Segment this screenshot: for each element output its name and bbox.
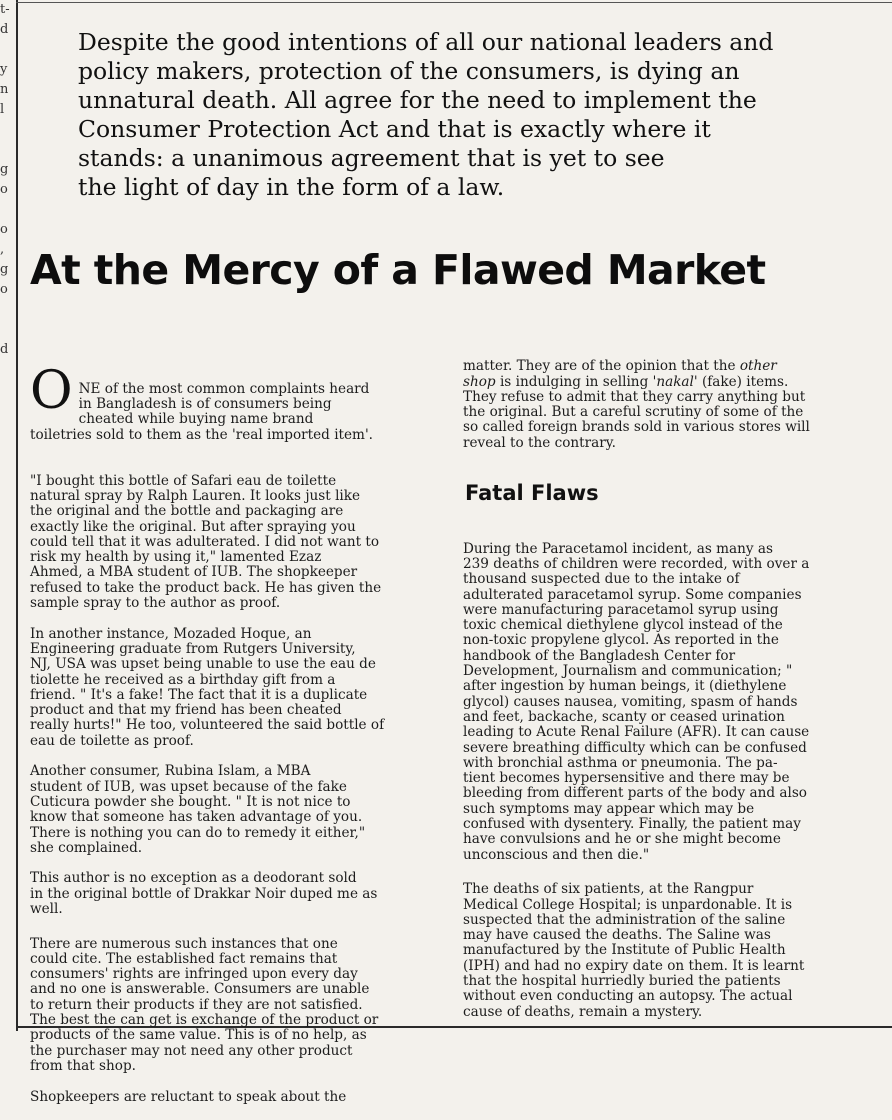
text-run: matter. They are of the opinion that the — [463, 358, 740, 375]
edge-fragment — [0, 40, 14, 60]
opening-paragraph — [30, 351, 448, 458]
edge-fragment: g — [0, 162, 9, 177]
edge-fragment — [0, 140, 14, 160]
edge-fragment — [0, 480, 14, 500]
edge-fragment: o — [0, 282, 8, 297]
edge-fragment: o — [0, 182, 8, 197]
edge-fragment — [0, 500, 14, 520]
edge-fragment: n — [0, 82, 9, 97]
paragraph: During the Paracetamol incident, as many as 239 deaths of children were recorded, with over a thousand suspected due to the intake of adulterated paracetamol syrup. Some companies were manufacturing paracetamol syrup using toxic chemical diethylene glycol instead of the non-toxic propylene glycol. As reported in the handbook of the Bangladesh Center for Development, Journalism and communication; " after ingestion by human beings, it (diethylene glycol) causes nausea, vomiting, spasm of hands and feet, backache, scanty or ceased urination leading to Acute Renal Failure (AFR). It can cause severe breathing difficulty which can be confused with bronchial asthma or pneumonia. The pa- tient becomes hypersensitive and there may be bleeding from different parts of the body and also such symptoms may appear which may be confused with dysentery. Finally, the patient may have convulsions and he or she might become unconscious and then die." — [463, 540, 810, 863]
edge-fragment — [0, 380, 14, 400]
edge-fragment — [0, 320, 14, 340]
edge-fragment: l — [0, 102, 5, 117]
edge-fragment: g — [0, 262, 9, 277]
paragraph: "I bought this bottle of Safari eau de toilette natural spray by Ralph Lauren. It looks just like the original and the bottle and packaging are exactly like the original. But after spraying you could tell that it was adulterated. I did not want to risk my health by using it," lamented Ezaz Ahmed, a MBA student of IUB. The shopkeeper refused to take the product back. He has given the sample spray to the author as proof. — [30, 472, 382, 612]
edge-fragment: y — [0, 62, 8, 77]
edge-fragment — [0, 120, 14, 140]
edge-fragment — [0, 420, 14, 440]
edge-fragment: d — [0, 342, 9, 357]
edge-fragment: d — [0, 22, 9, 37]
top-border-rule — [16, 2, 892, 3]
drop-cap: O — [30, 360, 73, 421]
paragraph: In another instance, Mozaded Hoque, an Engineering graduate from Rutgers University, NJ, USA was upset being unable to use the eau de tiolette he received as a birthday gift from a friend. " It's a fake! The fact that it is a duplicate product and that my friend has been cheated really hurts!" He too, volunteered the said bottle of eau de toilette as proof. — [30, 625, 385, 749]
edge-fragment — [0, 200, 14, 220]
emphasis-text: nakal — [656, 373, 694, 390]
edge-fragment — [0, 440, 14, 460]
article-column-left — [30, 336, 448, 1120]
text-run: ' (fake) items. They refuse to admit that they carry anything but the original. But a careful scrutiny of some of the so called foreign brands sold in various stores will reveal to the contrary. — [463, 373, 810, 451]
edge-fragment — [0, 460, 14, 480]
edge-fragment — [0, 520, 14, 540]
paragraph — [463, 359, 885, 451]
edge-fragment: , — [0, 242, 5, 257]
edge-fragment: t- — [0, 2, 10, 17]
article-headline: At the Mercy of a Flawed Market — [30, 246, 766, 294]
section-subheading: Fatal Flaws — [465, 481, 599, 506]
article-column-right — [463, 344, 885, 1035]
clipped-adjacent-column — [0, 0, 14, 1031]
edge-fragment: o — [0, 222, 8, 237]
edge-fragment — [0, 360, 14, 380]
column-divider-rule — [16, 0, 18, 1031]
lead-paragraph: Despite the good intentions of all our national leaders and policy makers, protection of the consumers, is dying an unnatural death. All agree for the need to implement the Consumer Protection Act and that is exactly where it stands: a unanimous agreement that is yet to see the light of day in the form of a law. — [78, 28, 774, 201]
paragraph: Shopkeepers are reluctant to speak about the — [30, 1088, 347, 1105]
edge-fragment — [0, 400, 14, 420]
paragraph: There are numerous such instances that one could cite. The established fact remains that consumers' rights are infringed upon every day and no one is answerable. Consumers are unable to return their products if they are not satisfied. The best the can get is exchange of the product or products of the same value. This is of no help, as the purchaser may not need any other product from that shop. — [30, 935, 379, 1074]
paragraph: The deaths of six patients, at the Rangpur Medical College Hospital; is unpardonable. It is suspected that the administration of the saline may have caused the deaths. The Saline was manufactured by the Institute of Public Health (IPH) and had no expiry date on them. It is learnt that the hospital hurriedly buried the patients without even conducting an autopsy. The actual cause of deaths, remain a mystery. — [463, 881, 805, 1020]
paragraph: This author is no exception as a deodorant sold in the original bottle of Drakkar Noir duped me as well. — [30, 870, 378, 917]
edge-fragment — [0, 300, 14, 320]
paragraph: NE of the most common complaints heard in Bangladesh is of consumers being cheated while buying name brand toiletries sold to them as the 'real imported item'. — [30, 380, 374, 443]
paragraph: Another consumer, Rubina Islam, a MBA student of IUB, was upset because of the fake Cuticura powder she bought. " It is not nice to know that someone has taken advantage of you. There is nothing you can do to remedy it either," she complained. — [30, 763, 366, 856]
emphasis-text: other shop — [463, 358, 777, 390]
text-run: is indulging in selling ' — [495, 373, 657, 390]
